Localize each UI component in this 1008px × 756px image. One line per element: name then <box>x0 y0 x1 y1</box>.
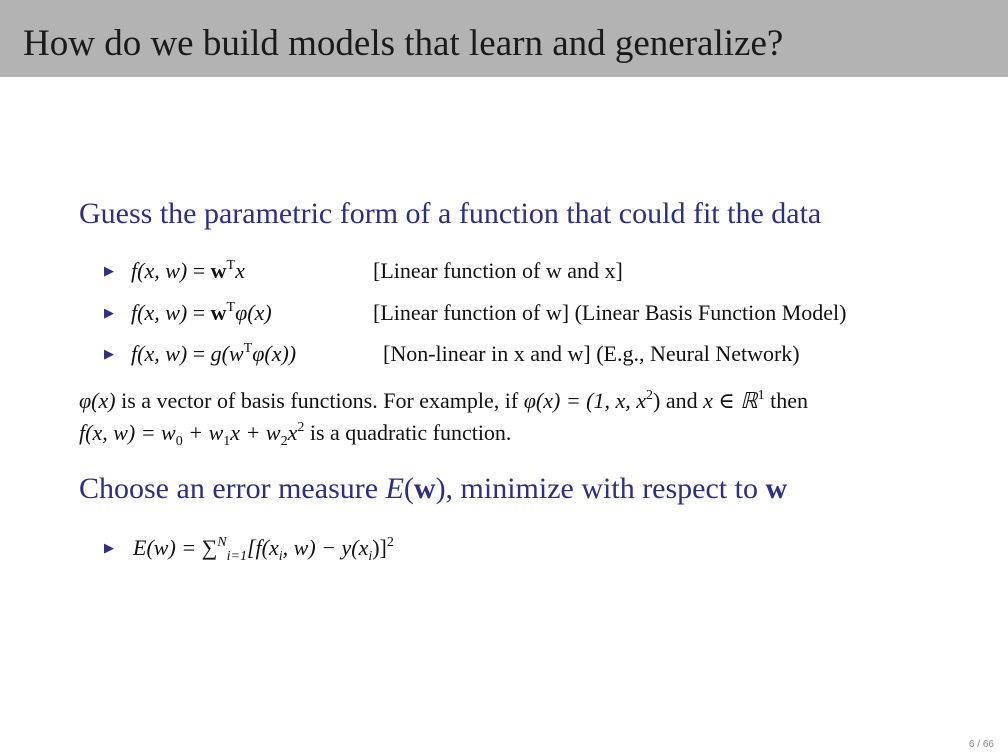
page-number: 6 / 66 <box>968 739 994 750</box>
remark-nonlinear: [Non-linear in x and w] (E.g., Neural Network) <box>383 341 800 366</box>
equation-basis: f(x, $w) = w^T\varphi(x)$ <box>131 300 272 325</box>
basis-paragraph-line1: φ(x) is a vector of basis functions. For example, if φ(x) = (1, x, $x^2$) and x ∈ ℝ$^1$ then <box>79 388 808 413</box>
slide-header <box>0 0 1008 77</box>
remark-linear: [Linear function of w and x] <box>373 258 623 283</box>
triangle-right-icon: ▶ <box>104 346 114 361</box>
basis-paragraph-line2: f(x, $w) = w_0 + w_1x + w_2x^2$ is a quadratic function. <box>79 420 512 449</box>
block-title-error-measure: Choose an error measure E(w), minimize with respect to w <box>79 472 788 505</box>
triangle-right-icon: ▶ <box>104 540 114 555</box>
triangle-right-icon: ▶ <box>104 305 114 320</box>
equation-error: $E(w) = \sum^N_{i=1}[f(x_i$, $w) - y(x_i)]^2$ <box>133 535 394 564</box>
slide-title: How do we build models that learn and generalize? <box>23 23 784 64</box>
triangle-right-icon: ▶ <box>104 263 114 278</box>
remark-basis: [Linear function of w] (Linear Basis Function Model) <box>373 300 847 325</box>
block-title-parametric-form: Guess the parametric form of a function that could fit the data <box>79 197 822 230</box>
equation-nonlinear: f(x, $w) = g(w^T\varphi(x))$ <box>131 341 297 366</box>
equation-linear: f(x, $w) = w^Tx$ <box>131 258 245 283</box>
